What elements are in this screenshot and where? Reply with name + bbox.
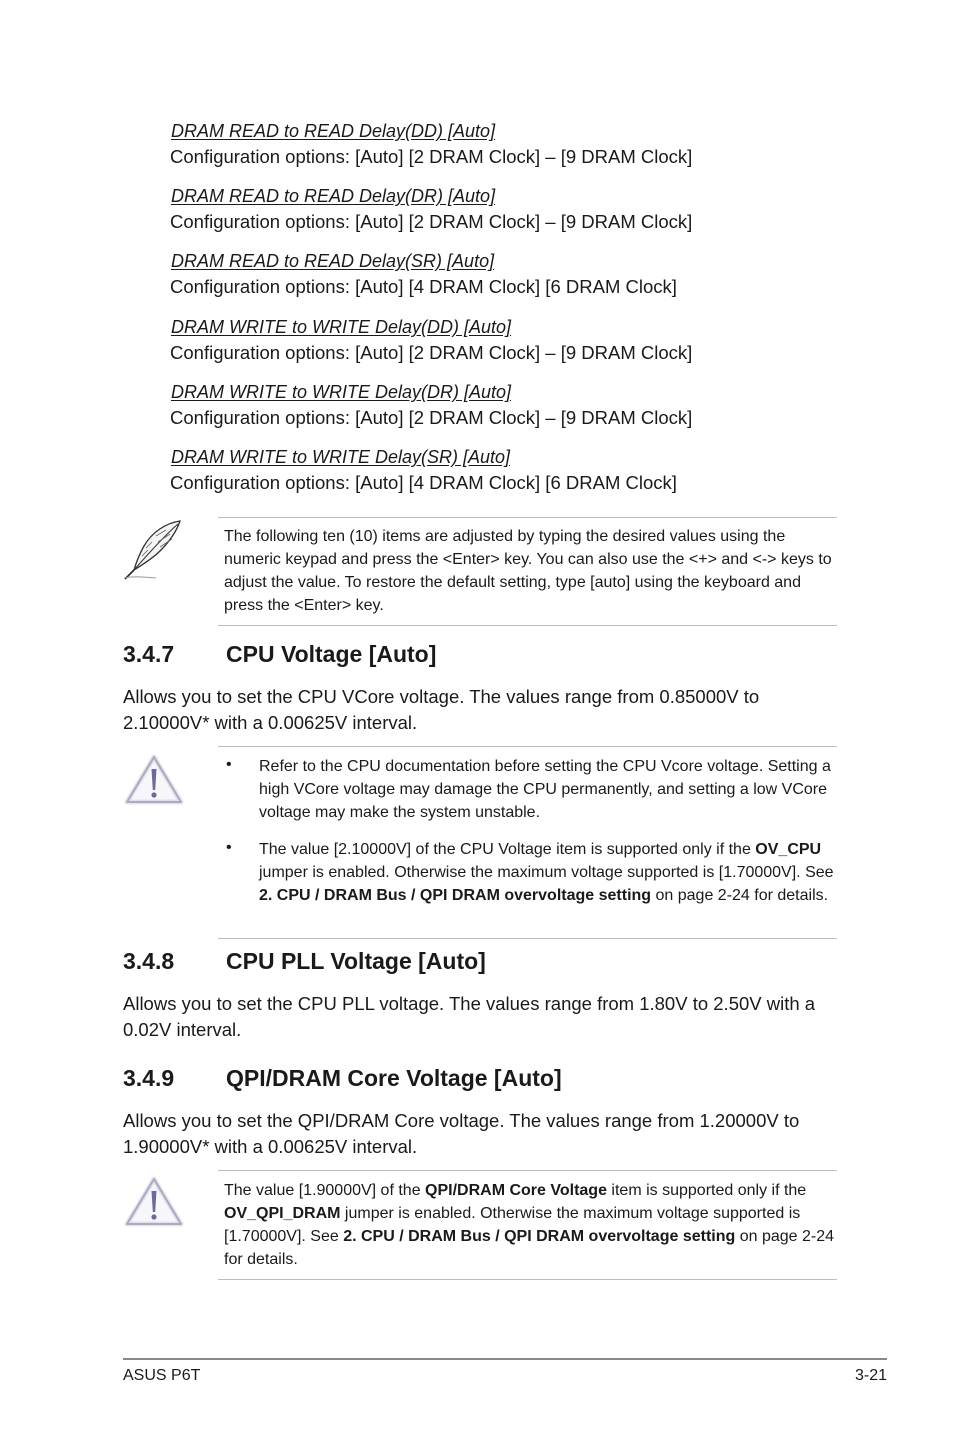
section-body-3-4-7: Allows you to set the CPU VCore voltage. The values range from 0.85000V to 2.10000V* with a 0.00625V interval. xyxy=(123,686,760,733)
footer-page-number: 3-21 xyxy=(854,1367,887,1384)
caution2-top-rule xyxy=(218,1170,837,1171)
dram-item-options: Configuration options: [Auto] [2 DRAM Clock] – [9 DRAM Clock] xyxy=(170,211,693,232)
warning-triangle-icon xyxy=(124,1176,184,1228)
dram-item-title: DRAM WRITE to WRITE Delay(DR) [Auto] xyxy=(171,382,512,402)
text: on page 2-24 for details. xyxy=(651,887,829,904)
text: item is supported only if the xyxy=(606,1182,807,1199)
dram-item-options: Configuration options: [Auto] [4 DRAM Clock] [6 DRAM Clock] xyxy=(170,276,677,297)
text: jumper is enabled. Otherwise the maximum voltage supported is [1.70000V]. See xyxy=(224,1205,801,1245)
section-heading-3-4-7 xyxy=(123,641,436,668)
dram-item-title: DRAM WRITE to WRITE Delay(DD) [Auto] xyxy=(171,317,512,337)
section-number: 3.4.9 xyxy=(123,1065,175,1091)
note-text: The following ten (10) items are adjusted by typing the desired values using the numeric keypad and press the <Enter> key. You can also use the <+> and <-> keys to adjust the value. To restore the default setting, type [auto] using the keyboard and press the <Enter> key. xyxy=(224,528,832,614)
dram-item-options: Configuration options: [Auto] [2 DRAM Clock] – [9 DRAM Clock] xyxy=(170,407,693,428)
dram-item-title: DRAM READ to READ Delay(DR) [Auto] xyxy=(171,186,496,206)
dram-item-title: DRAM READ to READ Delay(DD) [Auto] xyxy=(171,121,496,141)
text: The value [1.90000V] of the xyxy=(224,1182,426,1199)
caution2-bottom-rule xyxy=(218,1279,837,1280)
section-number: 3.4.7 xyxy=(123,641,175,667)
section-body-3-4-8: Allows you to set the CPU PLL voltage. The values range from 1.80V to 2.50V with a 0.02V interval. xyxy=(123,993,816,1040)
caution1-top-rule xyxy=(218,746,837,747)
dram-item-title: DRAM READ to READ Delay(SR) [Auto] xyxy=(171,251,495,271)
caution2-text xyxy=(224,1179,834,1271)
caution1-bullet-1-text: Refer to the CPU documentation before setting the CPU Vcore voltage. Setting a high VCore voltage may damage the CPU permanently, and setting a low VCore voltage may make the system unstable. xyxy=(259,758,831,821)
footer-rule xyxy=(123,1358,887,1360)
caution1-bullet-2-text xyxy=(259,838,837,907)
section-title: CPU PLL Voltage [Auto] xyxy=(226,948,486,974)
section-title: CPU Voltage [Auto] xyxy=(226,641,437,667)
dram-item-options: Configuration options: [Auto] [4 DRAM Clock] [6 DRAM Clock] xyxy=(170,472,677,493)
bullet-symbol: • xyxy=(226,839,232,856)
jumper-name: OV_CPU xyxy=(755,841,822,858)
section-heading-3-4-8 xyxy=(123,948,486,975)
note-top-rule xyxy=(218,517,837,518)
section-body-3-4-9: Allows you to set the QPI/DRAM Core voltage. The values range from 1.20000V to 1.90000V* with a 0.00625V interval. xyxy=(123,1110,800,1157)
reference-title: 2. CPU / DRAM Bus / QPI DRAM overvoltage setting xyxy=(343,1228,736,1245)
item-name: QPI/DRAM Core Voltage xyxy=(425,1182,607,1199)
reference-title: 2. CPU / DRAM Bus / QPI DRAM overvoltage setting xyxy=(259,887,652,904)
warning-triangle-icon xyxy=(124,754,184,806)
text: jumper is enabled. Otherwise the maximum voltage supported is [1.70000V]. See xyxy=(259,864,834,881)
text: on page 2-24 for details. xyxy=(224,1228,835,1268)
caution1-bottom-rule xyxy=(218,938,837,939)
dram-item-options: Configuration options: [Auto] [2 DRAM Clock] – [9 DRAM Clock] xyxy=(170,146,693,167)
section-heading-3-4-9 xyxy=(123,1065,562,1092)
dram-item-options: Configuration options: [Auto] [2 DRAM Clock] – [9 DRAM Clock] xyxy=(170,342,693,363)
text: The value [2.10000V] of the CPU Voltage item is supported only if the xyxy=(259,841,756,858)
section-title: QPI/DRAM Core Voltage [Auto] xyxy=(226,1065,562,1091)
feather-pen-icon xyxy=(122,518,186,582)
note-bottom-rule xyxy=(218,625,837,626)
bullet-symbol: • xyxy=(226,756,232,773)
section-number: 3.4.8 xyxy=(123,948,175,974)
footer-product-name: ASUS P6T xyxy=(123,1367,201,1384)
dram-item-title: DRAM WRITE to WRITE Delay(SR) [Auto] xyxy=(171,447,511,467)
jumper-name: OV_QPI_DRAM xyxy=(224,1205,341,1222)
